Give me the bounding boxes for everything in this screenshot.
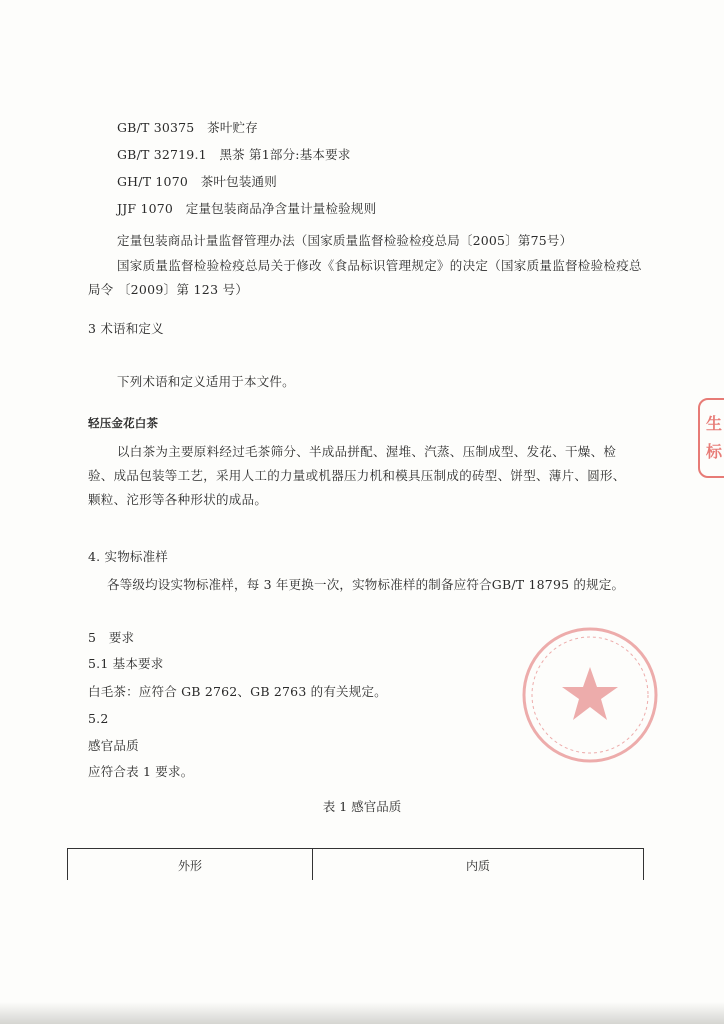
subsection-heading: 5.2 [88,711,109,726]
section-text: 各等级均设实物标准样，每 3 年更换一次，实物标准样的制备应符合GB/T 18795 的规定。 [107,577,625,592]
company-seal-icon [520,625,660,765]
stamp-text: 生 [706,414,723,433]
sensory-table [67,848,644,880]
section-heading: 3 术语和定义 [88,321,164,336]
section-text: 应符合表 1 要求。 [88,764,194,779]
section-text: 白毛茶：应符合 GB 2762、GB 2763 的有关规定。 [88,684,387,699]
regulation-item: 定量包装商品计量监督管理办法（国家质量监督检验检疫总局〔2005〕第75号） [117,233,573,248]
table-header-cell: 内质 [465,859,490,873]
reference-item: GH/T 1070 茶叶包装通则 [117,174,277,189]
stamp-text: 标 [706,442,723,461]
subsection-title: 感官品质 [88,738,139,753]
reference-item: GB/T 30375 茶叶贮存 [117,120,258,135]
table-header-cell: 外形 [68,849,313,880]
term-definition: 以白茶为主要原料经过毛茶筛分、半成品拼配、渥堆、汽蒸、压制成型、发花、干燥、检验、成品包装等工艺，采用人工的力量或机器压力机和模具压制成的砖型、饼型、薄片、圆形、颗粒、沱形等各种形状的成品。 [88,444,626,507]
term-title: 轻压金花白茶 [88,416,159,430]
table-caption: 表 1 感官品质 [322,799,402,814]
section-heading: 4. 实物标准样 [88,549,168,564]
regulation-item: 国家质量监督检验检疫总局关于修改《食品标识管理规定》的决定（国家质量监督检验检疫总局令 〔2009〕第 123 号） [88,258,642,297]
reference-item: JJF 1070 定量包装商品净含量计量检验规则 [117,201,377,216]
section-heading: 5 要求 [88,630,135,645]
edge-stamp [698,398,724,478]
subsection-heading: 5.1 基本要求 [88,656,164,671]
section-intro: 下列术语和定义适用于本文件。 [117,374,295,389]
reference-item: GB/T 32719.1 黑茶 第1部分:基本要求 [117,147,351,162]
scan-edge-shadow [0,1002,724,1024]
